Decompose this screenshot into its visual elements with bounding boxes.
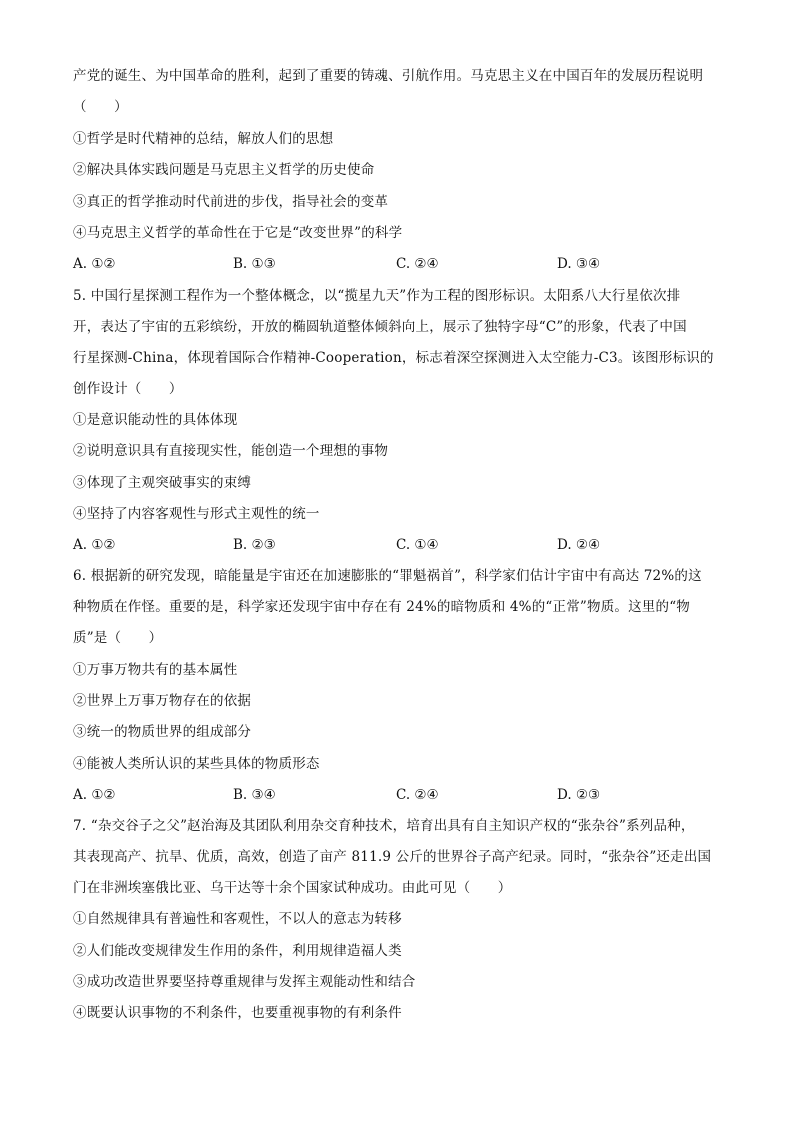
q4-option-b[interactable]: B. ①③ [233, 256, 276, 272]
q5-statement-2: ②说明意识具有直接现实性，能创造一个理想的事物 [73, 443, 389, 459]
q4-statement-4: ④马克思主义哲学的革命性在于它是“改变世界”的科学 [73, 225, 403, 241]
q5-statement-3: ③体现了主观突破事实的束缚 [73, 475, 252, 491]
q5-stem-line-4: 创作设计（ ） [73, 381, 183, 397]
q7-statement-2: ②人们能改变规律发生作用的条件，利用规律造福人类 [73, 943, 402, 959]
q7-statement-1: ①自然规律具有普遍性和客观性，不以人的意志为转移 [73, 911, 402, 927]
q6-stem-line-3: 质”是（ ） [73, 630, 163, 646]
q4-option-a[interactable]: A. ①② [73, 256, 116, 272]
q4-statement-3: ③真正的哲学推动时代前进的步伐，指导社会的变革 [73, 194, 389, 210]
q7-stem-line-1: 7. “杂交谷子之父”赵治海及其团队利用杂交育种技术，培育出具有自主知识产权的“张杂谷”系列品种， [73, 818, 695, 834]
q5-option-b[interactable]: B. ②③ [233, 537, 276, 553]
q4-stem-line-1: 产党的诞生、为中国革命的胜利，起到了重要的铸魂、引航作用。马克思主义在中国百年的发展历程说明 [73, 68, 704, 84]
q5-option-c[interactable]: C. ①④ [396, 537, 439, 553]
q5-option-a[interactable]: A. ①② [73, 537, 116, 553]
q6-stem-line-2: 种物质在作怪。重要的是，科学家还发现宇宙中存在有 24%的暗物质和 4%的“正常”物质。这里的“物 [73, 599, 691, 615]
q4-statement-1: ①哲学是时代精神的总结，解放人们的思想 [73, 131, 334, 147]
q6-stem-line-1: 6. 根据新的研究发现，暗能量是宇宙还在加速膨胀的“罪魁祸首”，科学家们估计宇宙中有高达 72%的这 [73, 568, 702, 584]
q5-statement-1: ①是意识能动性的具体体现 [73, 412, 238, 428]
q4-option-d[interactable]: D. ③④ [557, 256, 601, 272]
q5-stem-line-3: 行星探测-China，体现着国际合作精神-Cooperation，标志着深空探测进入太空能力-C3。该图形标识的 [73, 350, 714, 366]
q6-option-a[interactable]: A. ①② [73, 787, 116, 803]
q5-stem-line-1: 5. 中国行星探测工程作为一个整体概念，以“揽星九天”作为工程的图形标识。太阳系八大行星依次排 [73, 288, 681, 304]
q6-option-d[interactable]: D. ②③ [557, 787, 601, 803]
q5-stem-line-2: 开，表达了宇宙的五彩缤纷，开放的椭圆轨道整体倾斜向上，展示了独特字母“C”的形象，代表了中国 [73, 319, 687, 335]
q6-option-b[interactable]: B. ③④ [233, 787, 276, 803]
q6-statement-3: ③统一的物质世界的组成部分 [73, 724, 252, 740]
q7-stem-line-3: 门在非洲埃塞俄比亚、乌干达等十余个国家试种成功。由此可见（ ） [73, 880, 512, 896]
q7-stem-line-2: 其表现高产、抗旱、优质，高效，创造了亩产 811.9 公斤的世界谷子高产纪录。同时，“张杂谷”还走出国 [73, 849, 712, 865]
q6-option-c[interactable]: C. ②④ [396, 787, 439, 803]
q6-statement-1: ①万事万物共有的基本属性 [73, 662, 238, 678]
q4-answer-blank: （ ） [73, 99, 128, 115]
q7-statement-4: ④既要认识事物的不利条件，也要重视事物的有利条件 [73, 1005, 402, 1021]
q4-option-c[interactable]: C. ②④ [396, 256, 439, 272]
q6-statement-4: ④能被人类所认识的某些具体的物质形态 [73, 756, 320, 772]
q5-option-d[interactable]: D. ②④ [557, 537, 601, 553]
q7-statement-3: ③成功改造世界要坚持尊重规律与发挥主观能动性和结合 [73, 974, 416, 990]
q4-statement-2: ②解决具体实践问题是马克思主义哲学的历史使命 [73, 162, 375, 178]
q6-statement-2: ②世界上万事万物存在的依据 [73, 693, 252, 709]
q5-statement-4: ④坚持了内容客观性与形式主观性的统一 [73, 506, 320, 522]
